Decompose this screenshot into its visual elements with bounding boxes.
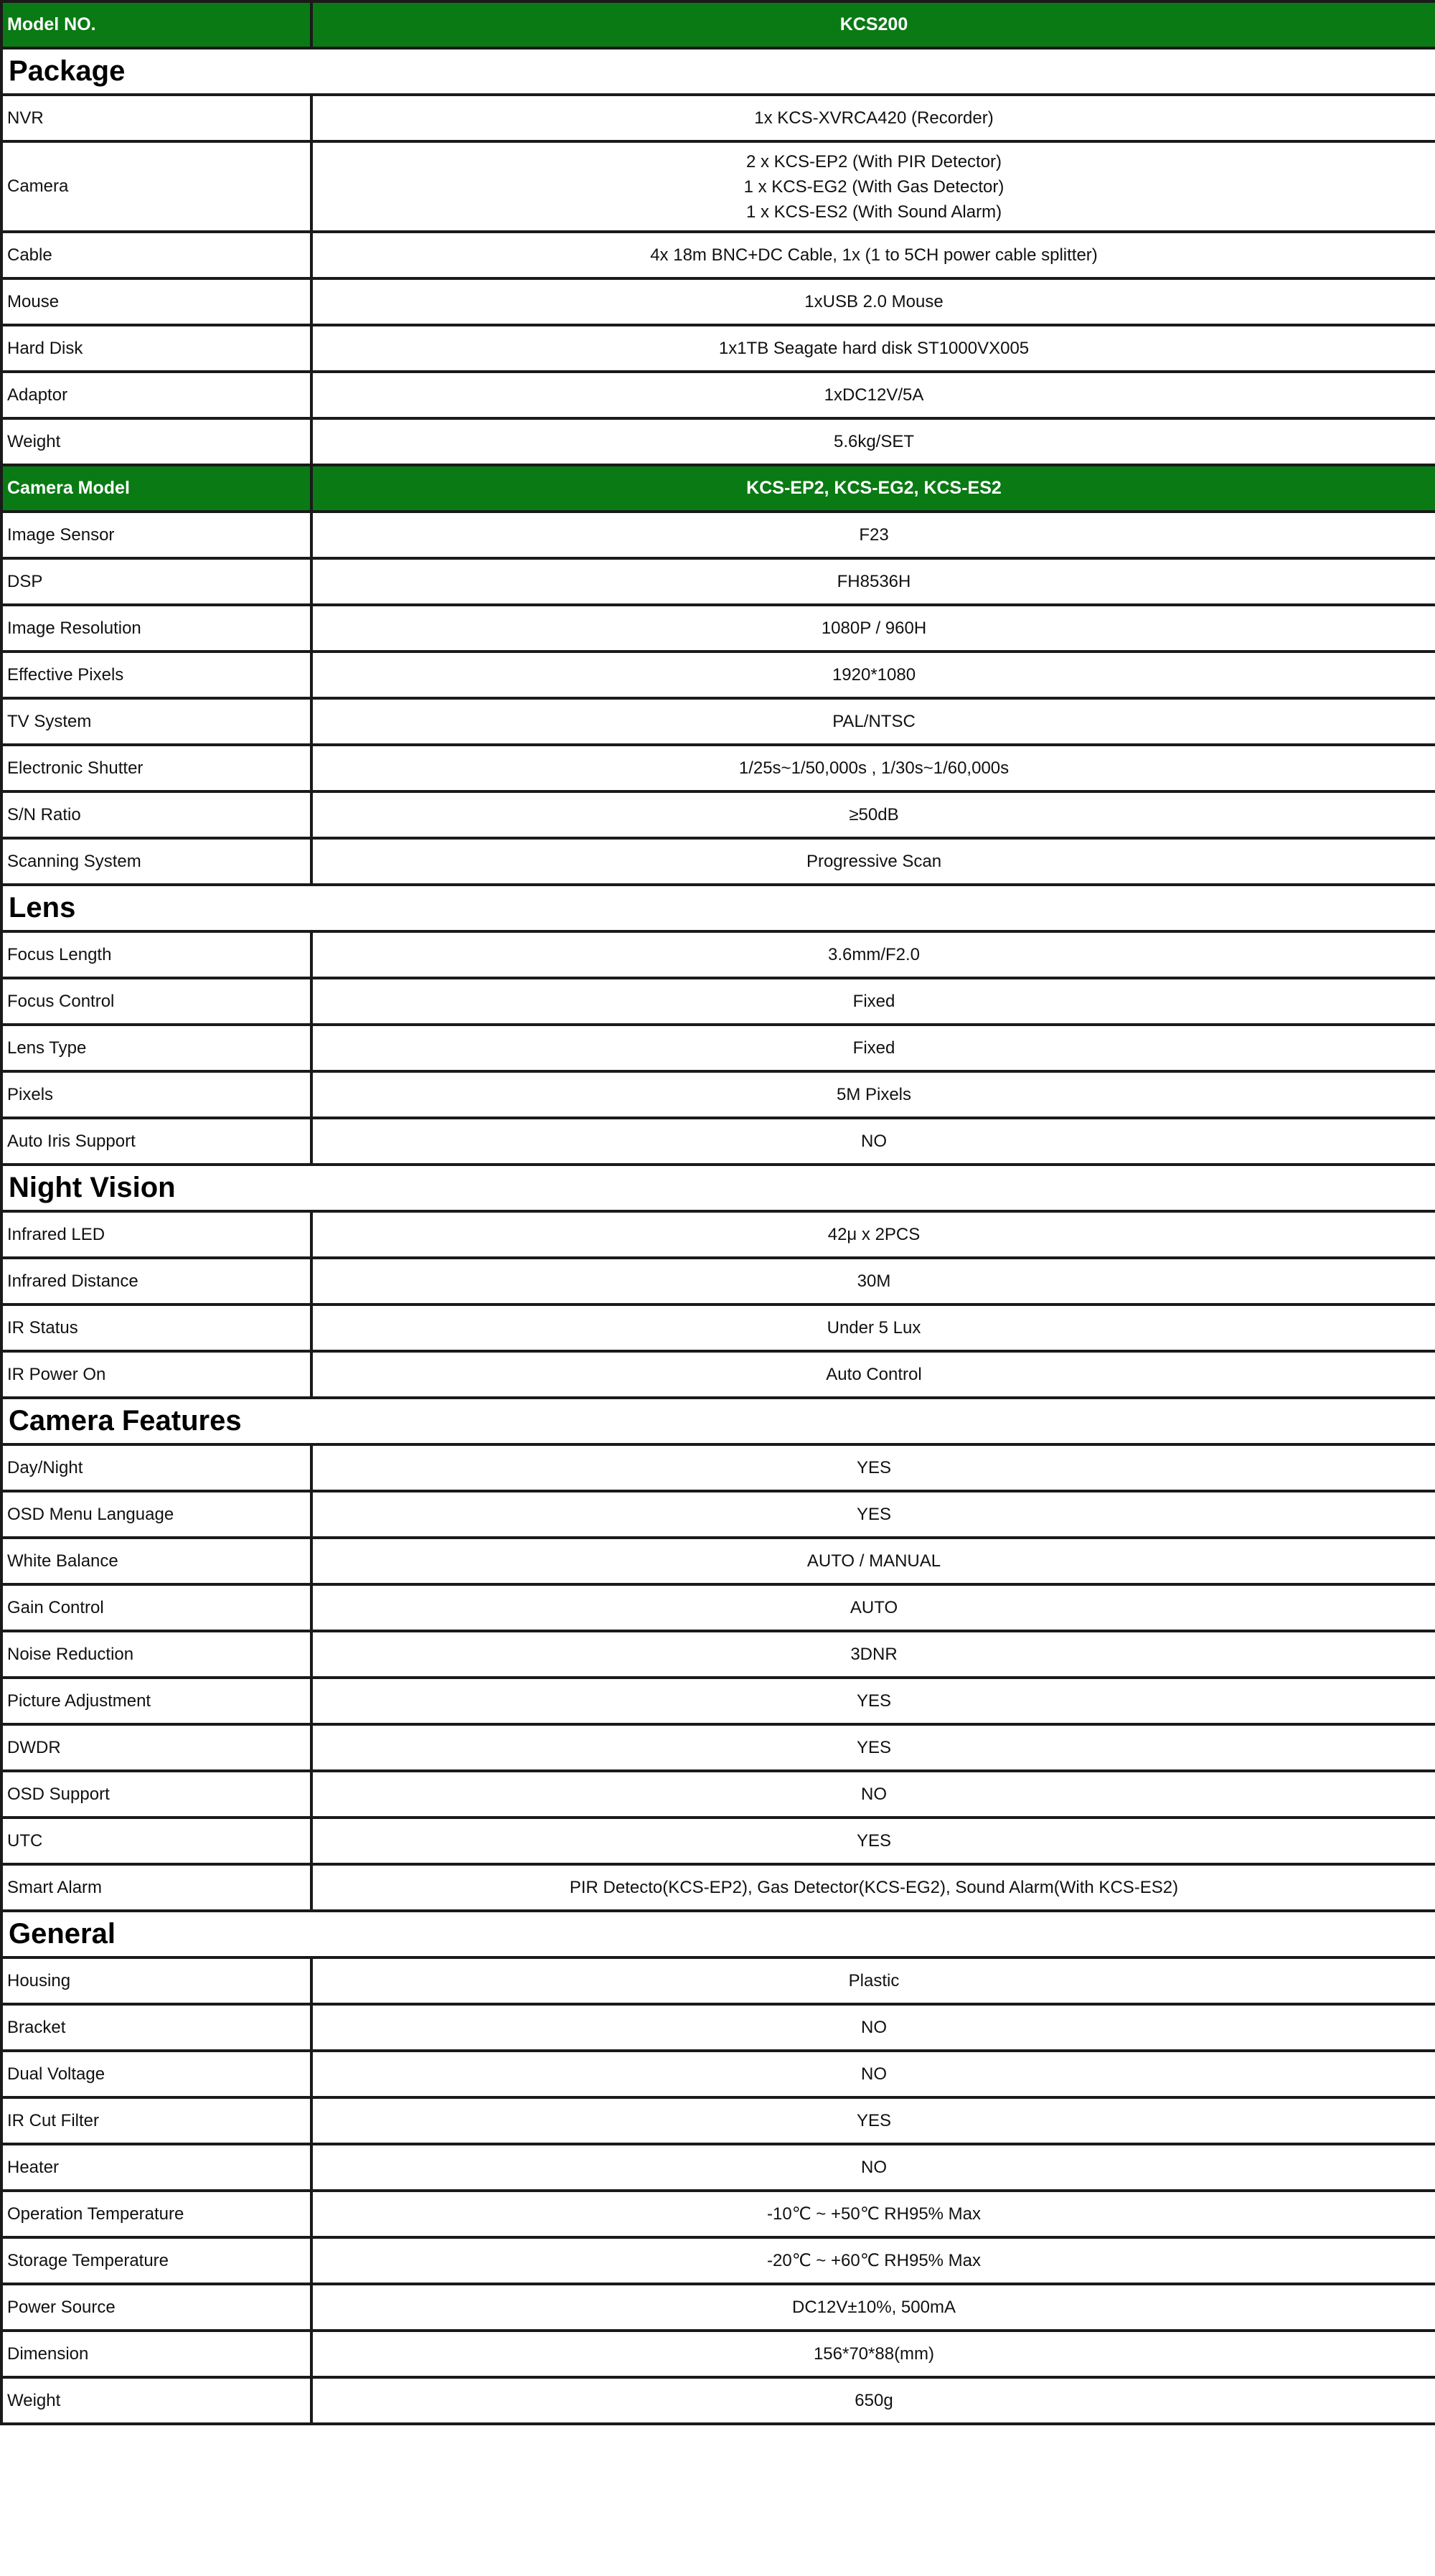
- spec-row: [1, 2284, 1435, 2331]
- spec-value: NO: [311, 1771, 1435, 1818]
- spec-row: [1, 2331, 1435, 2377]
- spec-label: Infrared LED: [1, 1211, 311, 1258]
- spec-value: PAL/NTSC: [311, 698, 1435, 745]
- spec-label: Dimension: [1, 2331, 311, 2377]
- spec-row: [1, 1818, 1435, 1864]
- spec-label: Heater: [1, 2144, 311, 2191]
- spec-row: [1, 698, 1435, 745]
- spec-value: DC12V±10%, 500mA: [311, 2284, 1435, 2331]
- header-label: Camera Model: [1, 465, 311, 512]
- header-value: KCS-EP2, KCS-EG2, KCS-ES2: [311, 465, 1435, 512]
- spec-label: Auto Iris Support: [1, 1118, 311, 1165]
- spec-label: Operation Temperature: [1, 2191, 311, 2237]
- spec-row: [1, 95, 1435, 141]
- spec-value: YES: [311, 1444, 1435, 1491]
- spec-value: YES: [311, 2097, 1435, 2144]
- spec-row: [1, 838, 1435, 885]
- spec-row: [1, 1631, 1435, 1678]
- spec-label: IR Status: [1, 1305, 311, 1351]
- spec-row: [1, 141, 1435, 232]
- spec-label: Power Source: [1, 2284, 311, 2331]
- spec-value: 5M Pixels: [311, 1071, 1435, 1118]
- section-header-row: [1, 1398, 1435, 1444]
- spec-label: Storage Temperature: [1, 2237, 311, 2284]
- spec-label: Adaptor: [1, 372, 311, 418]
- spec-row: [1, 1025, 1435, 1071]
- spec-value: Fixed: [311, 1025, 1435, 1071]
- spec-value: 1x1TB Seagate hard disk ST1000VX005: [311, 325, 1435, 372]
- spec-value: -20℃ ~ +60℃ RH95% Max: [311, 2237, 1435, 2284]
- section-title: General: [1, 1911, 1435, 1957]
- spec-value: Plastic: [311, 1957, 1435, 2004]
- spec-value: 1920*1080: [311, 652, 1435, 698]
- spec-value: AUTO / MANUAL: [311, 1538, 1435, 1584]
- spec-value-line: 1 x KCS-ES2 (With Sound Alarm): [745, 202, 1002, 222]
- spec-row: [1, 745, 1435, 791]
- spec-value: 4x 18m BNC+DC Cable, 1x (1 to 5CH power cable splitter): [311, 232, 1435, 278]
- header-row: [1, 465, 1435, 512]
- spec-label: Focus Length: [1, 931, 311, 978]
- header-row: [1, 1, 1435, 48]
- spec-row: [1, 978, 1435, 1025]
- spec-value: Auto Control: [311, 1351, 1435, 1398]
- spec-label: Image Resolution: [1, 605, 311, 652]
- spec-label: Weight: [1, 418, 311, 465]
- spec-value: Fixed: [311, 978, 1435, 1025]
- spec-row: [1, 2237, 1435, 2284]
- spec-value: NO: [311, 2051, 1435, 2097]
- spec-row: [1, 931, 1435, 978]
- spec-label: OSD Support: [1, 1771, 311, 1818]
- spec-label: IR Cut Filter: [1, 2097, 311, 2144]
- spec-value: 1080P / 960H: [311, 605, 1435, 652]
- spec-label: Weight: [1, 2377, 311, 2424]
- spec-label: DSP: [1, 558, 311, 605]
- spec-label: S/N Ratio: [1, 791, 311, 838]
- spec-row: [1, 2097, 1435, 2144]
- spec-row: [1, 1444, 1435, 1491]
- spec-row: [1, 652, 1435, 698]
- spec-value: AUTO: [311, 1584, 1435, 1631]
- spec-label: Dual Voltage: [1, 2051, 311, 2097]
- spec-value-line: 2 x KCS-EP2 (With PIR Detector): [745, 151, 1002, 171]
- spec-row: [1, 325, 1435, 372]
- section-header-row: [1, 1165, 1435, 1211]
- spec-value: 42μ x 2PCS: [311, 1211, 1435, 1258]
- spec-value: F23: [311, 512, 1435, 558]
- spec-row: [1, 1957, 1435, 2004]
- spec-row: [1, 418, 1435, 465]
- spec-row: [1, 278, 1435, 325]
- spec-label: Electronic Shutter: [1, 745, 311, 791]
- spec-value: YES: [311, 1491, 1435, 1538]
- section-title: Night Vision: [1, 1165, 1435, 1211]
- spec-label: Infrared Distance: [1, 1258, 311, 1305]
- spec-row: [1, 1864, 1435, 1911]
- spec-label: NVR: [1, 95, 311, 141]
- spec-value: NO: [311, 1118, 1435, 1165]
- spec-row: [1, 512, 1435, 558]
- spec-row: [1, 791, 1435, 838]
- spec-value: NO: [311, 2144, 1435, 2191]
- section-header-row: [1, 48, 1435, 95]
- spec-label: Camera: [1, 141, 311, 232]
- spec-label: Focus Control: [1, 978, 311, 1025]
- spec-row: [1, 372, 1435, 418]
- spec-row: [1, 1491, 1435, 1538]
- spec-value: 1xDC12V/5A: [311, 372, 1435, 418]
- spec-value: YES: [311, 1724, 1435, 1771]
- spec-label: Scanning System: [1, 838, 311, 885]
- spec-value: 1xUSB 2.0 Mouse: [311, 278, 1435, 325]
- spec-label: IR Power On: [1, 1351, 311, 1398]
- spec-label: Day/Night: [1, 1444, 311, 1491]
- spec-value: YES: [311, 1818, 1435, 1864]
- spec-value: 30M: [311, 1258, 1435, 1305]
- spec-label: Hard Disk: [1, 325, 311, 372]
- spec-value: 1/25s~1/50,000s , 1/30s~1/60,000s: [311, 745, 1435, 791]
- spec-label: Image Sensor: [1, 512, 311, 558]
- spec-row: [1, 2051, 1435, 2097]
- spec-value: 1x KCS-XVRCA420 (Recorder): [311, 95, 1435, 141]
- spec-row: [1, 1584, 1435, 1631]
- spec-label: UTC: [1, 1818, 311, 1864]
- spec-row: [1, 558, 1435, 605]
- spec-value: YES: [311, 1678, 1435, 1724]
- spec-label: OSD Menu Language: [1, 1491, 311, 1538]
- spec-value: 3DNR: [311, 1631, 1435, 1678]
- spec-row: [1, 2004, 1435, 2051]
- spec-row: [1, 1211, 1435, 1258]
- spec-value: PIR Detecto(KCS-EP2), Gas Detector(KCS-EG2), Sound Alarm(With KCS-ES2): [311, 1864, 1435, 1911]
- spec-value: -10℃ ~ +50℃ RH95% Max: [311, 2191, 1435, 2237]
- spec-label: Smart Alarm: [1, 1864, 311, 1911]
- spec-label: Lens Type: [1, 1025, 311, 1071]
- spec-value: 3.6mm/F2.0: [311, 931, 1435, 978]
- spec-row: [1, 1678, 1435, 1724]
- spec-label: White Balance: [1, 1538, 311, 1584]
- spec-row: [1, 1258, 1435, 1305]
- spec-label: Gain Control: [1, 1584, 311, 1631]
- spec-label: Pixels: [1, 1071, 311, 1118]
- spec-label: Mouse: [1, 278, 311, 325]
- spec-label: Noise Reduction: [1, 1631, 311, 1678]
- spec-row: [1, 1305, 1435, 1351]
- spec-label: Bracket: [1, 2004, 311, 2051]
- section-title: Camera Features: [1, 1398, 1435, 1444]
- spec-label: Housing: [1, 1957, 311, 2004]
- spec-value: 156*70*88(mm): [311, 2331, 1435, 2377]
- spec-value: [311, 141, 1435, 232]
- spec-row: [1, 2191, 1435, 2237]
- spec-value: 650g: [311, 2377, 1435, 2424]
- section-title: Lens: [1, 885, 1435, 931]
- spec-label: Cable: [1, 232, 311, 278]
- spec-row: [1, 2144, 1435, 2191]
- spec-row: [1, 1351, 1435, 1398]
- spec-row: [1, 1724, 1435, 1771]
- section-header-row: [1, 1911, 1435, 1957]
- spec-table-body: [1, 1, 1435, 2424]
- spec-value: Under 5 Lux: [311, 1305, 1435, 1351]
- spec-label: Picture Adjustment: [1, 1678, 311, 1724]
- spec-row: [1, 1538, 1435, 1584]
- section-title: Package: [1, 48, 1435, 95]
- section-header-row: [1, 885, 1435, 931]
- spec-label: DWDR: [1, 1724, 311, 1771]
- header-label: Model NO.: [1, 1, 311, 48]
- header-value: KCS200: [311, 1, 1435, 48]
- spec-value: ≥50dB: [311, 791, 1435, 838]
- spec-label: Effective Pixels: [1, 652, 311, 698]
- spec-row: [1, 1118, 1435, 1165]
- spec-label: TV System: [1, 698, 311, 745]
- spec-value: FH8536H: [311, 558, 1435, 605]
- spec-row: [1, 2377, 1435, 2424]
- spec-row: [1, 1771, 1435, 1818]
- spec-row: [1, 605, 1435, 652]
- spec-row: [1, 232, 1435, 278]
- spec-value: Progressive Scan: [311, 838, 1435, 885]
- spec-value-line: 1 x KCS-EG2 (With Gas Detector): [743, 177, 1004, 197]
- spec-row: [1, 1071, 1435, 1118]
- spec-value: NO: [311, 2004, 1435, 2051]
- spec-value: 5.6kg/SET: [311, 418, 1435, 465]
